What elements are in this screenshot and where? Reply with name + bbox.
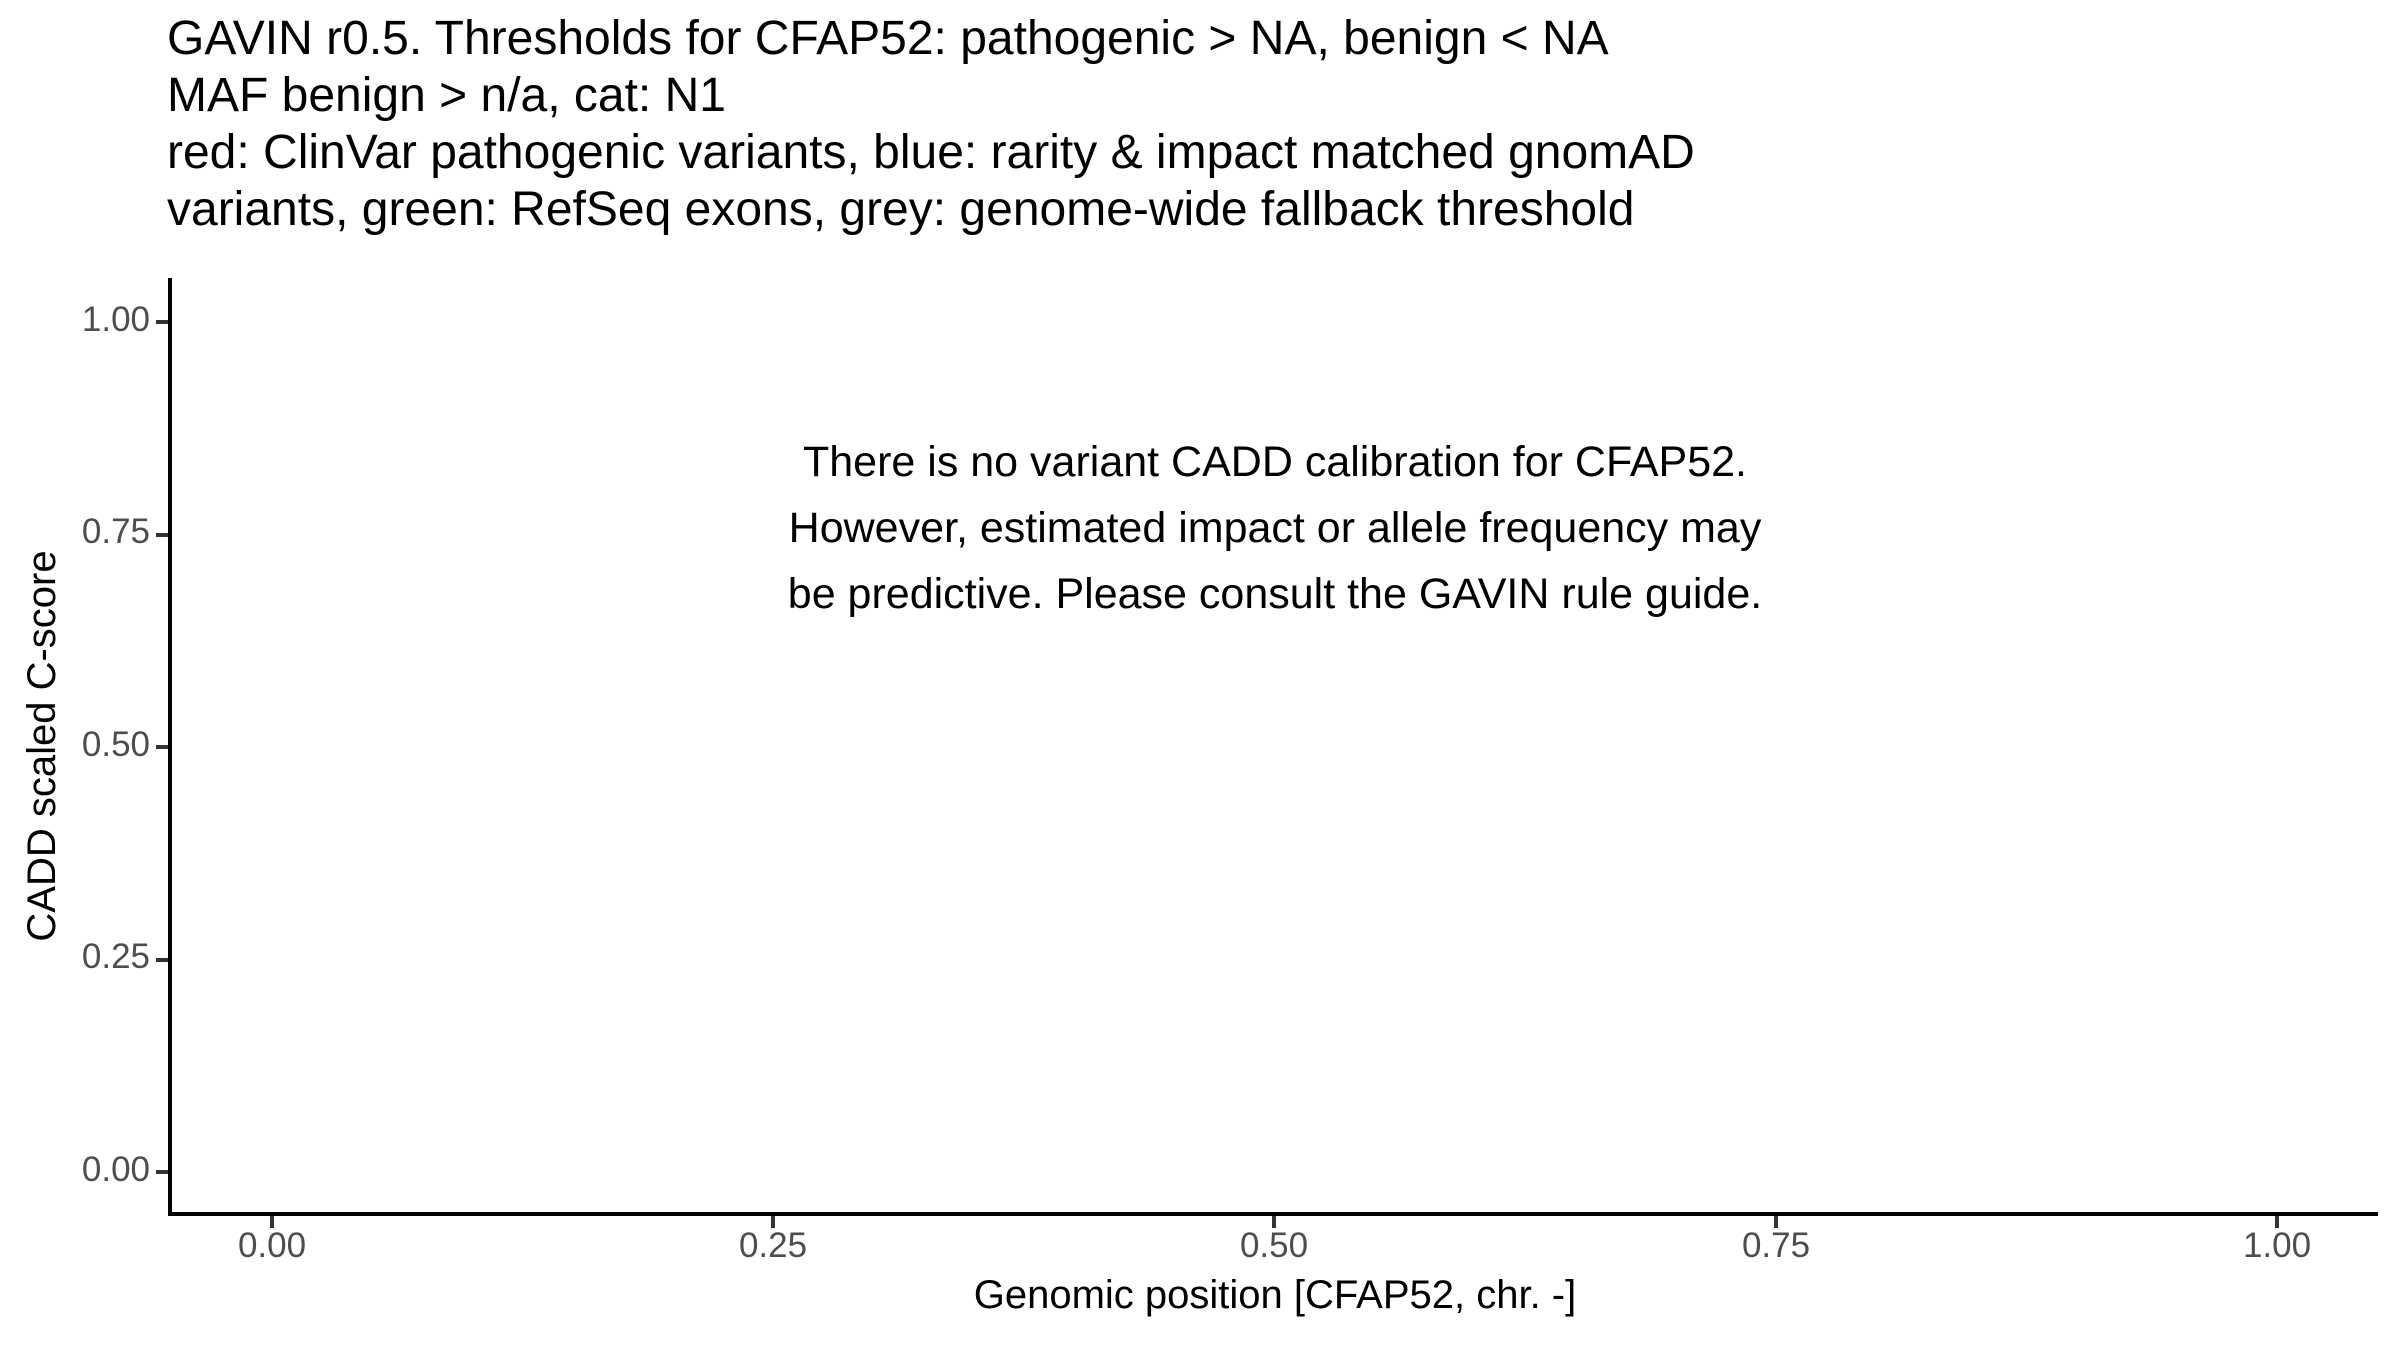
x-tick-label-0.25: 0.25: [738, 1226, 808, 1265]
y-tick-mark-0.50: [156, 745, 168, 749]
y-tick-mark-1.00: [156, 320, 168, 324]
y-tick-label-0.25: 0.25: [81, 937, 150, 976]
y-axis-line: [168, 278, 172, 1216]
no-calibration-annotation: [172, 429, 2378, 627]
x-tick-label-1.00: 1.00: [2242, 1226, 2312, 1265]
plot-title-line-1: GAVIN r0.5. Thresholds for CFAP52: pathogenic > NA, benign < NA: [167, 12, 1609, 65]
y-tick-label-0.00: 0.00: [81, 1150, 150, 1189]
x-tick-label-0.75: 0.75: [1741, 1226, 1811, 1265]
x-axis-title: Genomic position [CFAP52, chr. -]: [973, 1273, 1577, 1317]
y-tick-mark-0.25: [156, 958, 168, 962]
x-tick-label-0.00: 0.00: [237, 1226, 307, 1265]
y-tick-mark-0.75: [156, 533, 168, 537]
y-tick-label-0.50: 0.50: [81, 725, 150, 764]
y-tick-label-0.75: 0.75: [81, 512, 150, 551]
annotation-line-2: However, estimated impact or allele frequency may: [788, 504, 1762, 552]
plot-title: [167, 10, 1695, 238]
annotation-line-1: There is no variant CADD calibration for CFAP52.: [802, 438, 1747, 486]
y-tick-label-1.00: 1.00: [81, 300, 150, 339]
plot-title-line-3: red: ClinVar pathogenic variants, blue: rarity & impact matched gnomAD: [167, 126, 1695, 179]
x-tick-label-0.50: 0.50: [1239, 1226, 1309, 1265]
plot-title-line-2: MAF benign > n/a, cat: N1: [167, 69, 726, 122]
plot-title-line-4: variants, green: RefSeq exons, grey: genome-wide fallback threshold: [167, 183, 1635, 236]
y-axis-title: CADD scaled C-score: [20, 550, 64, 942]
annotation-line-3: be predictive. Please consult the GAVIN rule guide.: [787, 570, 1763, 618]
y-tick-mark-0.00: [156, 1170, 168, 1174]
